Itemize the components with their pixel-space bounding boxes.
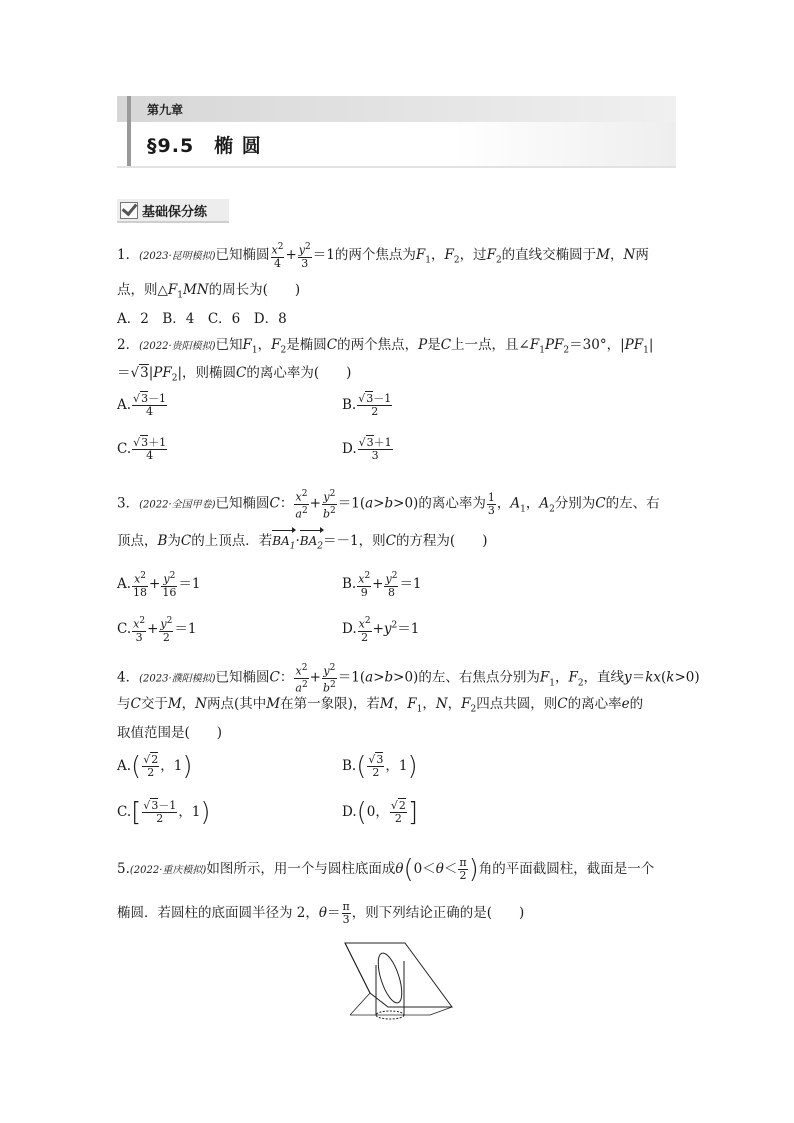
problem-3-line-2: 顶点，B为C的上顶点．若$BA_1\cdot BA_2=-1$，则C的方程为( ) [117,533,487,554]
problem-5-line-2: 椭圆．若圆柱的底面圆半径为 2，θ＝ $\frac{\pi}{3}$ ，则下列结论正确的是( ) [117,900,525,926]
section-banner [117,122,676,168]
chapter-label: 第九章 [147,103,184,117]
section-accent-bar [127,122,131,166]
chapter-banner [117,96,676,122]
problem-2-option-c: C. $\frac{√3+1}{4}$ [117,436,167,462]
practice-section-tag [117,199,229,223]
problem-2-line-1: 2．(2022·贵阳模拟)已知$F_1$，$F_2$是椭圆C的两个焦点，P是C上一点，且$\angle F_1PF_2=30^\circ$，$|PF_1|$ [117,337,654,356]
fraction: $\frac{y^2}{3}$ [298,242,311,270]
problem-1-options: A．2 B．4 C．6 D．8 [117,311,287,327]
problem-3-option-d: D. $\frac{x^2}{2}$ $+y^2=1$ [342,616,420,644]
problem-2-option-d: D. $\frac{√3+1}{3}$ [342,436,392,462]
chapter-accent-bar [127,96,131,122]
checkbox-icon [120,202,138,219]
problem-2-option-b: B. $\frac{√3-1}{2}$ [342,392,392,418]
problem-4-option-a: A.( $\frac{√2}{2}$ ，1) [117,751,193,782]
problem-4-option-b: B.( $\frac{√3}{2}$ ，1) [342,751,418,782]
problem-3-option-c: C. $\frac{x^2}{3}$ + $\frac{y^2}{2}$ ＝1 [117,616,197,644]
problem-1-line-2: 点，则$\triangle F_1MN$的周长为( ) [117,282,301,301]
practice-section-label: 基础保分练 [142,205,208,220]
problem-3-line-1: 3．(2022·全国甲卷)已知椭圆C： $\frac{x^2}{a^2}$ + $\frac{y^2}{b^2}$ ＝1(a>b>0)的离心率为 $\frac{1}{3}$ ，$A_1$，$A_2$分别为C的左、右 [117,489,660,521]
problem-2-option-a: A. $\frac{√3-1}{4}$ [117,392,167,418]
problem-2-line-2: $=√3|PF_2|$，则椭圆C的离心率为( ) [117,365,352,384]
problem-3-option-b: B. $\frac{x^2}{9}$ + $\frac{y^2}{8}$ ＝1 [342,571,422,599]
fraction: $\frac{x^2}{4}$ [271,242,284,270]
cylinder-cross-section-figure [340,935,455,1025]
ellipse-section [373,950,406,1005]
problem-4-line-1: 4．(2023·濮阳模拟)已知椭圆C： $\frac{x^2}{a^2}$ + $\frac{y^2}{b^2}$ ＝1(a>b>0)的左、右焦点分别为$F_1$，$F_2$，直线y＝kx(k>0) [117,663,700,695]
problem-1-line-1: 1．(2023·昆明模拟)已知椭圆 $\frac{x^2}{4}$ + $\frac{y^2}{3}$ ＝1的两个焦点为$F_1$，$F_2$，过$F_2$的直线交椭圆于M，N两 [117,242,649,270]
problem-4-line-2: 与C交于M，N两点(其中M在第一象限)，若M，$F_1$，N，$F_2$四点共圆，则C的离心率e的 [117,696,644,715]
problem-4-line-3: 取值范围是( ) [117,725,223,741]
problem-4-option-c: C.[ $\frac{√3-1}{2}$ ，1) [117,797,211,828]
problem-5-line-1: 5.(2022·重庆模拟)如图所示，用一个与圆柱底面成θ(0＜θ＜ $\frac{\pi}{2}$ )角的平面截圆柱，截面是一个 [117,854,655,885]
problem-4-option-d: D.(0， $\frac{√2}{2}$ ] [342,797,419,828]
problem-3-option-a: A. $\frac{x^2}{18}$ + $\frac{y^2}{16}$ ＝1 [117,571,201,599]
section-title: §9.5 椭 圆 [147,135,262,157]
